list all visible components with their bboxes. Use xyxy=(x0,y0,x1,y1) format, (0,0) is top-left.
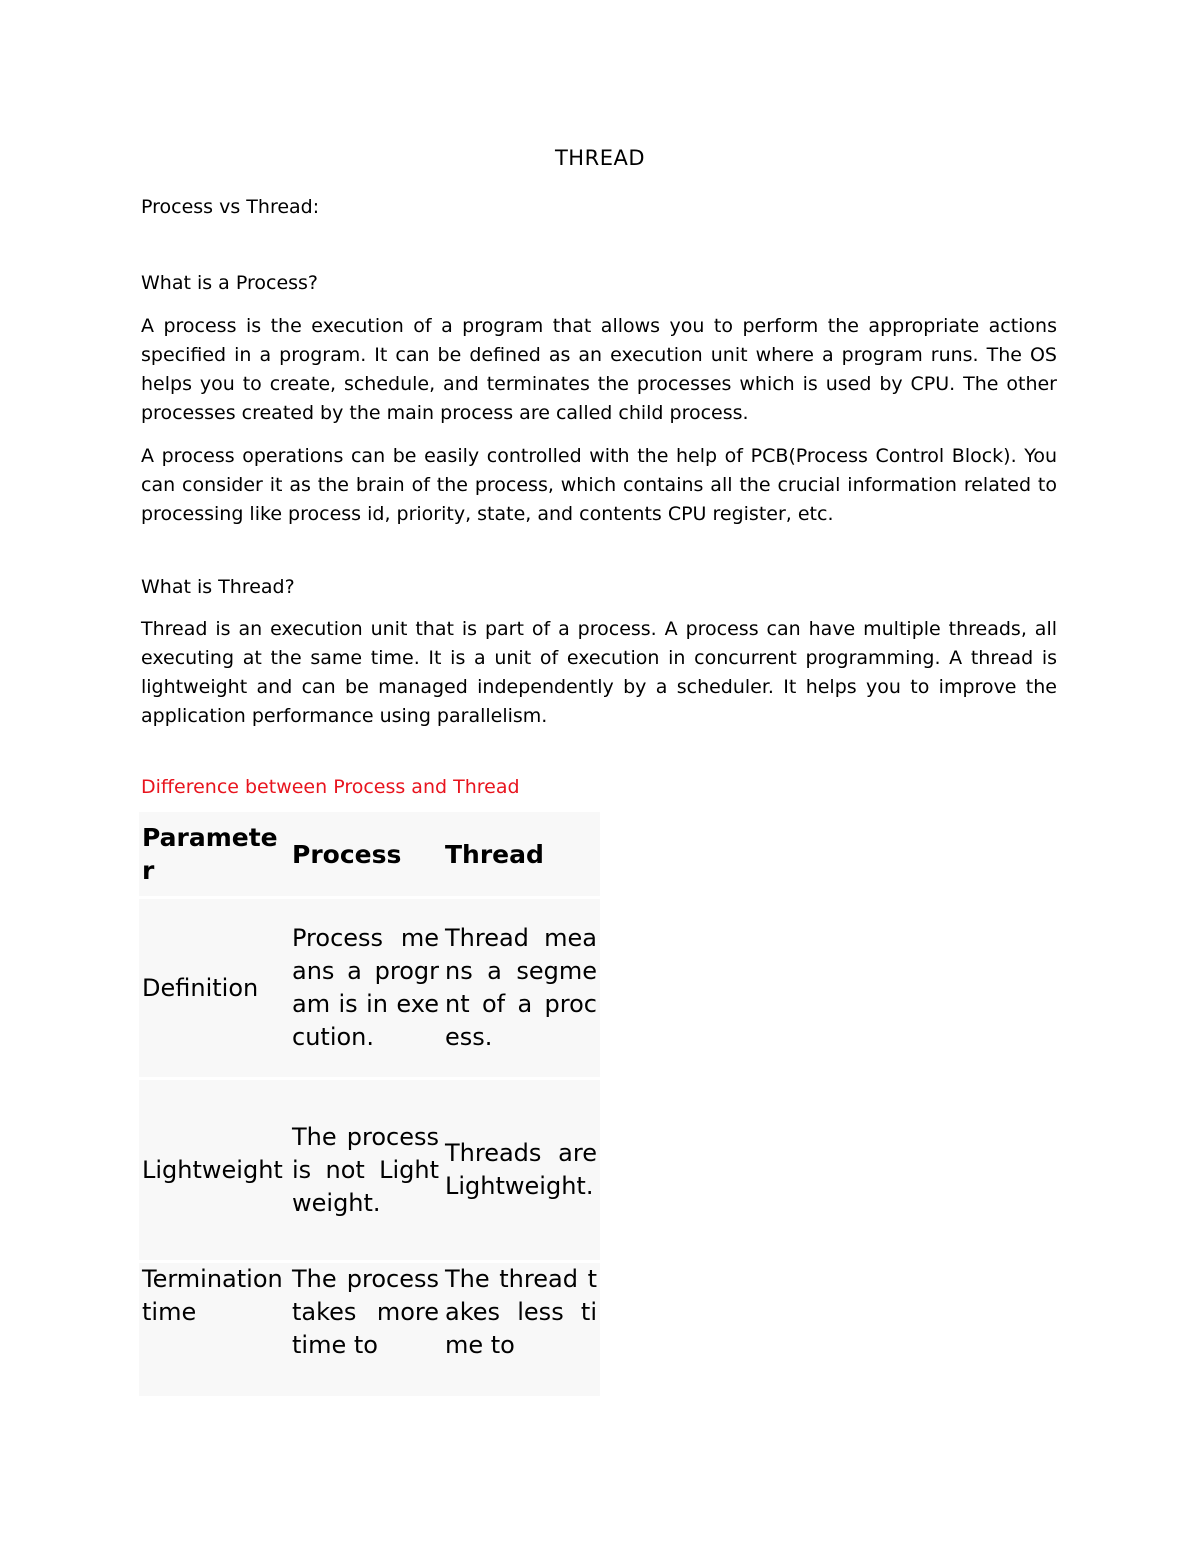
header-thread: Thread xyxy=(442,812,600,898)
header-process: Process xyxy=(289,812,442,898)
thread-paragraph: Thread is an execution unit that is part of a process. A process can have multiple threads, all executing at the same time. It is a unit of execution in concurrent programming. A thread is lightweight and can be managed independently by a scheduler. It helps you to improve the application performance using parallelism. xyxy=(141,618,1057,727)
table-header-row xyxy=(139,812,600,898)
difference-heading: Difference between Process and Thread xyxy=(141,776,520,798)
header-parameter: Parameter xyxy=(139,812,289,898)
thread-heading: What is Thread? xyxy=(141,576,295,598)
row-lightweight-parameter: Lightweight xyxy=(139,1079,289,1262)
row-termination-thread: The thread takes less time to xyxy=(442,1262,600,1398)
row-lightweight-thread: Threads are Lightweight. xyxy=(442,1079,600,1262)
process-paragraph-2: A process operations can be easily controlled with the help of PCB(Process Control Block). You can consider it as the brain of the process, which contains all the crucial information related to processing like process id, priority, state, and contents CPU register, etc. xyxy=(141,445,1057,525)
process-paragraph-1: A process is the execution of a program that allows you to perform the appropriate actions specified in a program. It can be defined as an execution unit where a program runs. The OS helps you to create, schedule, and terminates the processes which is used by CPU. The other processes created by the main process are called child process. xyxy=(141,315,1057,424)
row-definition-thread: Thread means a segment of a process. xyxy=(442,898,600,1079)
section-heading: Process vs Thread: xyxy=(141,196,320,218)
row-lightweight-process: The process is not Lightweight. xyxy=(289,1079,442,1262)
table-row xyxy=(139,898,600,1079)
difference-table xyxy=(139,812,600,1399)
row-termination-parameter: Termination time xyxy=(139,1262,289,1398)
table-row xyxy=(139,1079,600,1262)
process-heading: What is a Process? xyxy=(141,272,319,294)
table-row xyxy=(139,1262,600,1398)
row-termination-process: The process takes more time to xyxy=(289,1262,442,1398)
row-definition-parameter: Definition xyxy=(139,898,289,1079)
document-title: THREAD xyxy=(554,146,645,170)
row-definition-process: Process means a program is in execution. xyxy=(289,898,442,1079)
